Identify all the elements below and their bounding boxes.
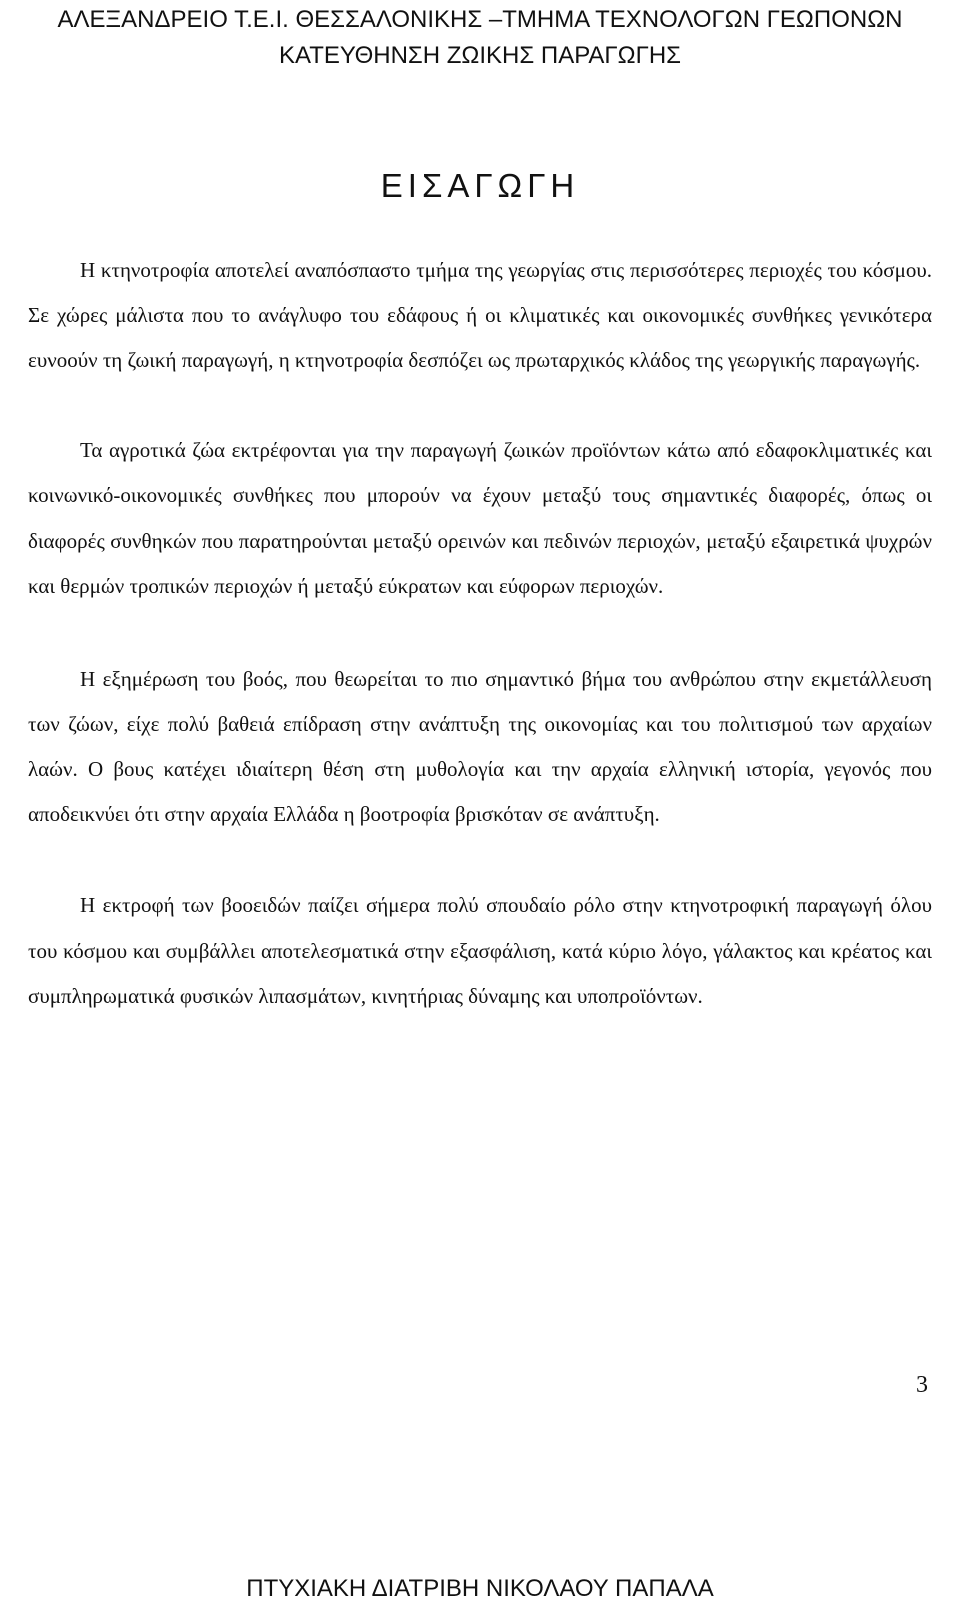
paragraph: Η κτηνοτροφία αποτελεί αναπόσπαστο τμήμα της γεωργίας στις περισσότερες περιοχές του κόσμου. Σε χώρες μάλιστα που το ανάγλυφο του εδάφους ή οι κλιματικές και οικονομικές συνθήκες γενικότερα ευνοούν τη ζωική παραγωγή, η κτηνοτροφία δεσπόζει ως πρωταρχικός κλάδος της γεωργικής παραγωγής. <box>28 258 932 372</box>
paragraph-block <box>28 248 932 383</box>
paragraph: Η εκτροφή των βοοειδών παίζει σήμερα πολύ σπουδαίο ρόλο στην κτηνοτροφική παραγωγή όλου του κόσμου και συμβάλλει αποτελεσματικά στην εξασφάλιση, κατά κύριο λόγο, γάλακτος και κρέατος και συμπληρωματικά φυσικών λιπασμάτων, κινητήριας δύναμης και υποπροϊόντων. <box>28 893 932 1008</box>
paragraph-block <box>28 883 932 1020</box>
paragraph: Τα αγροτικά ζώα εκτρέφονται για την παραγωγή ζωικών προϊόντων κάτω από εδαφοκλιματικές και κοινωνικό-οικονομικές συνθήκες που μπορούν να έχουν μεταξύ τους σημαντικές διαφορές, όπως οι διαφορές συνθηκών που παρατηρούνται μεταξύ ορεινών και πεδινών περιοχών, μεταξύ εξαιρετικά ψυχρών και θερμών τροπικών περιοχών ή μεταξύ εύκρατων και εύφορων περιοχών. <box>28 438 932 599</box>
paragraph: Η εξημέρωση του βοός, που θεωρείται το πιο σημαντικό βήμα του ανθρώπου στην εκμετάλλευση των ζώων, είχε πολύ βαθειά επίδραση στην ανάπτυξη της οικονομίας και του πολιτισμού των αρχαίων λαών. Ο βους κατέχει ιδιαίτερη θέση στη μυθολογία και την αρχαία ελληνική ιστορία, γεγονός που αποδεικνύει ότι στην αρχαία Ελλάδα η βοοτροφία βρισκόταν σε ανάπτυξη. <box>28 667 932 826</box>
header-specialization: ΚΑΤΕΥΘΗΝΣΗ ΖΩΙΚΗΣ ΠΑΡΑΓΩΓΗΣ <box>279 42 681 69</box>
paragraph-block <box>28 428 932 610</box>
paragraph-block <box>28 657 932 837</box>
running-footer: ΠΤΥΧΙΑΚΗ ΔΙΑΤΡΙΒΗ ΝΙΚΟΛΑΟΥ ΠΑΠΑΛΑ <box>246 1575 714 1602</box>
header-institution: ΑΛΕΞΑΝΔΡΕΙΟ Τ.Ε.Ι. ΘΕΣΣΑΛΟΝΙΚΗΣ –ΤΜΗΜΑ ΤΕΧΝΟΛΟΓΩΝ ΓΕΩΠΟΝΩΝ <box>57 6 903 33</box>
running-header <box>0 2 960 74</box>
section-title: ΕΙΣΑΓΩΓΗ <box>380 167 580 204</box>
page-number: 3 <box>916 1372 928 1398</box>
